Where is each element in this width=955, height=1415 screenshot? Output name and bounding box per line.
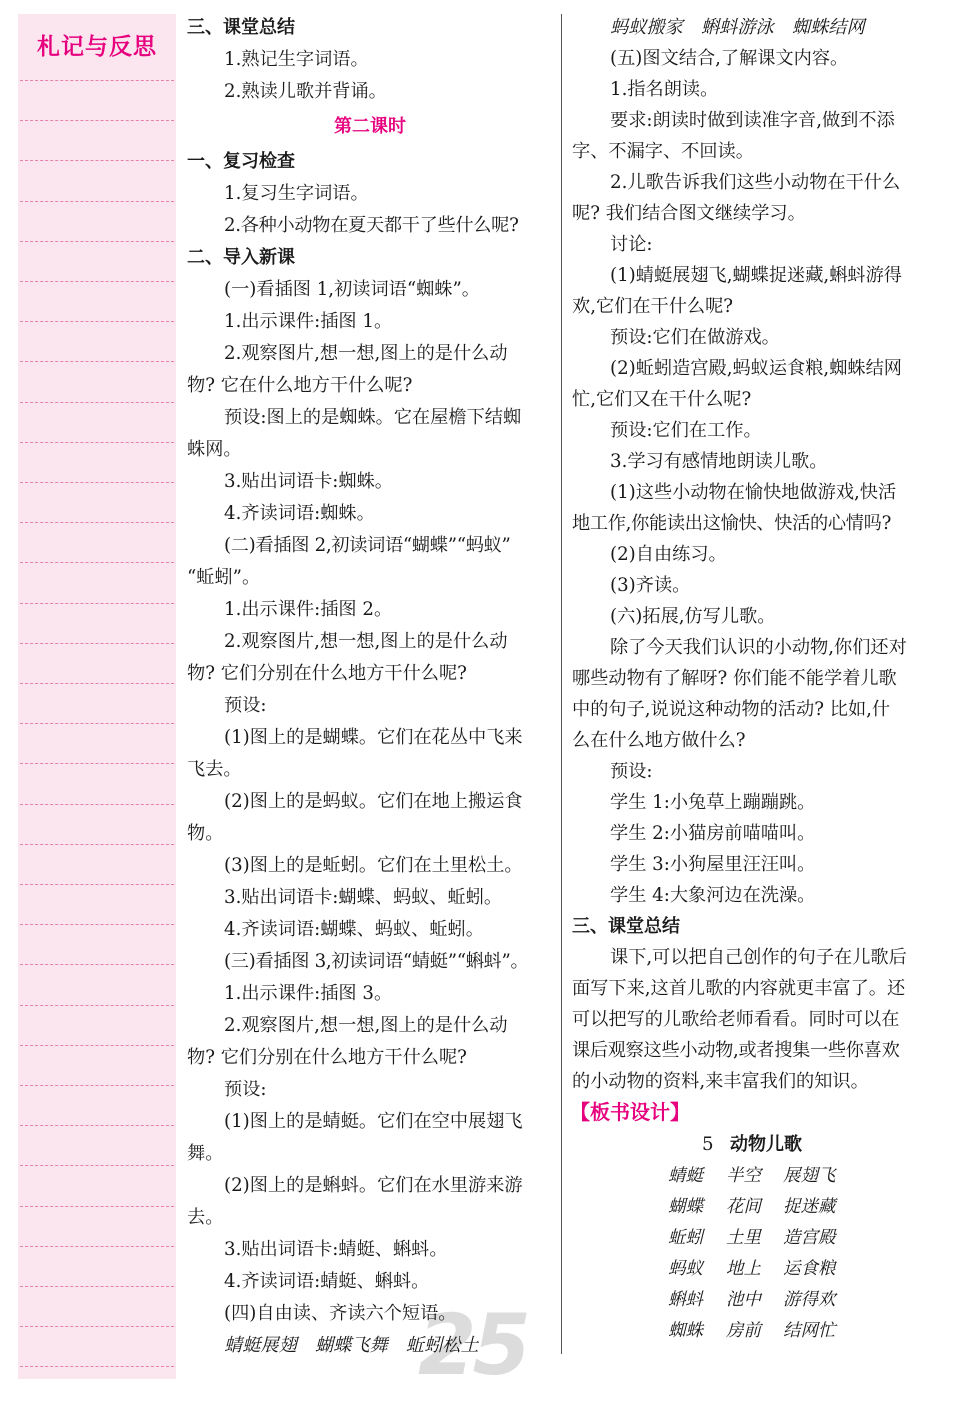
- text-line: (一)看插图 1,初读词语“蜘蛛”。: [224, 279, 480, 300]
- text-line: 2.观察图片,想一想,图上的是什么动: [224, 1015, 508, 1036]
- board-animal: 蝌蚪: [668, 1290, 703, 1310]
- text-line: (六)拓展,仿写儿歌。: [610, 606, 776, 627]
- text-line: 要求:朗读时做到读准字音,做到不添: [610, 110, 895, 131]
- board-action: 捉迷藏: [783, 1197, 836, 1217]
- sidebar-ruled-line: [20, 120, 174, 121]
- text-line: (三)看插图 3,初读词语“蜻蜓”“蝌蚪”。: [224, 951, 529, 972]
- sidebar-ruled-line: [20, 361, 174, 362]
- text-line: 预设:它们在做游戏。: [610, 327, 780, 348]
- board-design-heading: 【板书设计】: [570, 1100, 690, 1124]
- section-heading: 三、课堂总结: [572, 916, 680, 937]
- text-line: 去。: [187, 1207, 224, 1228]
- board-place: 半空: [726, 1166, 761, 1186]
- text-line: 哪些动物有了解呀? 你们能不能学着儿歌: [572, 668, 897, 689]
- text-line: 预设:它们在工作。: [610, 420, 762, 441]
- text-line: 1.复习生字词语。: [224, 183, 369, 204]
- text-line: (二)看插图 2,初读词语“蝴蝶”“蚂蚁”: [224, 535, 511, 556]
- phrase-line: 蜻蜓展翅 蝴蝶飞舞 蚯蚓松土: [224, 1335, 479, 1356]
- text-line: 2.熟读儿歌并背诵。: [224, 81, 387, 102]
- sidebar-ruled-line: [20, 281, 174, 282]
- text-line: 2.儿歌告诉我们这些小动物在干什么: [610, 172, 901, 193]
- sidebar-ruled-line: [20, 442, 174, 443]
- text-line: 课下,可以把自己创作的句子在儿歌后: [610, 947, 907, 968]
- text-line: (1)这些小动物在愉快地做游戏,快活: [610, 482, 897, 503]
- section-heading: 二、导入新课: [187, 247, 295, 268]
- text-line: 4.齐读词语:蝴蝶、蚂蚁、蚯蚓。: [224, 919, 484, 940]
- text-line: 预设:: [610, 761, 653, 782]
- board-animal: 蜘蛛: [668, 1321, 703, 1341]
- text-line: 物。: [187, 823, 224, 844]
- sidebar-title: 札记与反思: [37, 34, 157, 60]
- sidebar-ruled-line: [20, 1085, 174, 1086]
- text-line: 呢? 我们结合图文继续学习。: [572, 203, 806, 224]
- lesson-heading: 第二课时: [334, 116, 406, 137]
- text-line: 2.观察图片,想一想,图上的是什么动: [224, 343, 508, 364]
- sidebar-ruled-line: [20, 1246, 174, 1247]
- text-line: “蚯蚓”。: [187, 567, 261, 588]
- board-action: 运食粮: [783, 1259, 836, 1279]
- sidebar-ruled-line: [20, 884, 174, 885]
- sidebar-ruled-line: [20, 924, 174, 925]
- board-place: 土里: [726, 1228, 761, 1248]
- sidebar-ruled-line: [20, 964, 174, 965]
- board-action: 造宫殿: [783, 1228, 836, 1248]
- board-animal: 蚂蚁: [668, 1259, 703, 1279]
- text-line: 飞去。: [187, 759, 242, 780]
- sidebar-ruled-line: [20, 80, 174, 81]
- text-line: (1)图上的是蝴蝶。它们在花丛中飞来: [224, 727, 523, 748]
- board-animal: 蜻蜓: [668, 1166, 703, 1186]
- text-line: (3)齐读。: [610, 575, 691, 596]
- sidebar-ruled-line: [20, 1045, 174, 1046]
- text-line: 3.学习有感情地朗读儿歌。: [610, 451, 828, 472]
- board-number: 5: [702, 1134, 714, 1155]
- text-line: 舞。: [187, 1143, 224, 1164]
- sidebar-ruled-line: [20, 402, 174, 403]
- text-line: (2)自由练习。: [610, 544, 727, 565]
- sidebar-ruled-line: [20, 603, 174, 604]
- sidebar-ruled-line: [20, 1366, 174, 1367]
- sidebar-ruled-line: [20, 482, 174, 483]
- board-action: 游得欢: [783, 1290, 836, 1310]
- text-line: 物? 它在什么地方干什么呢?: [187, 375, 413, 396]
- text-line: (四)自由读、齐读六个短语。: [224, 1303, 457, 1324]
- text-line: 1.出示课件:插图 1。: [224, 311, 393, 332]
- text-line: (2)蚯蚓造宫殿,蚂蚁运食粮,蜘蛛结网: [610, 358, 902, 379]
- text-line: 中的句子,说说这种动物的活动? 比如,什: [572, 699, 891, 720]
- text-line: 学生 4:大象河边在洗澡。: [610, 885, 816, 906]
- text-line: 可以把写的儿歌给老师看看。同时可以在: [572, 1009, 900, 1030]
- text-line: 1.出示课件:插图 3。: [224, 983, 393, 1004]
- board-place: 花间: [726, 1197, 761, 1217]
- sidebar-ruled-line: [20, 160, 174, 161]
- text-line: 面写下来,这首儿歌的内容就更丰富了。还: [572, 978, 906, 999]
- text-line: 学生 1:小兔草上蹦蹦跳。: [610, 792, 816, 813]
- text-line: 1.出示课件:插图 2。: [224, 599, 393, 620]
- board-title: 动物儿歌: [730, 1134, 802, 1155]
- board-action: 结网忙: [783, 1321, 836, 1341]
- text-line: 讨论:: [610, 234, 653, 255]
- column-divider: [561, 14, 562, 1354]
- text-line: (1)蜻蜓展翅飞,蝴蝶捉迷藏,蝌蚪游得: [610, 265, 902, 286]
- sidebar-ruled-line: [20, 844, 174, 845]
- text-line: 1.指名朗读。: [610, 79, 719, 100]
- sidebar-ruled-line: [20, 562, 174, 563]
- board-place: 池中: [726, 1290, 761, 1310]
- text-line: (2)图上的是蚂蚁。它们在地上搬运食: [224, 791, 523, 812]
- text-line: 物? 它们分别在什么地方干什么呢?: [187, 1047, 467, 1068]
- section-heading: 一、复习检查: [187, 151, 295, 172]
- text-line: 3.贴出词语卡:蜻蜓、蝌蚪。: [224, 1239, 448, 1260]
- text-line: (1)图上的是蜻蜓。它们在空中展翅飞: [224, 1111, 523, 1132]
- text-line: 2.各种小动物在夏天都干了些什么呢?: [224, 215, 519, 236]
- text-line: (3)图上的是蚯蚓。它们在土里松土。: [224, 855, 523, 876]
- page-number: 25: [418, 1296, 527, 1394]
- sidebar-ruled-line: [20, 763, 174, 764]
- sidebar-ruled-line: [20, 1326, 174, 1327]
- board-place: 房前: [726, 1321, 761, 1341]
- sidebar-ruled-line: [20, 804, 174, 805]
- notes-sidebar: [18, 14, 176, 1379]
- sidebar-ruled-line: [20, 723, 174, 724]
- text-line: 的小动物的资料,来丰富我们的知识。: [572, 1071, 869, 1092]
- sidebar-ruled-line: [20, 683, 174, 684]
- text-line: 课后观察这些小动物,或者搜集一些你喜欢: [572, 1040, 900, 1061]
- sidebar-ruled-line: [20, 1286, 174, 1287]
- sidebar-ruled-line: [20, 1005, 174, 1006]
- text-line: (2)图上的是蝌蚪。它们在水里游来游: [224, 1175, 523, 1196]
- sidebar-ruled-line: [20, 522, 174, 523]
- text-line: 学生 3:小狗屋里汪汪叫。: [610, 854, 816, 875]
- text-line: (五)图文结合,了解课文内容。: [610, 48, 849, 69]
- text-line: 物? 它们分别在什么地方干什么呢?: [187, 663, 467, 684]
- text-line: 预设:: [224, 1079, 267, 1100]
- sidebar-ruled-line: [20, 643, 174, 644]
- board-action: 展翅飞: [783, 1166, 836, 1186]
- text-line: 么在什么地方做什么?: [572, 730, 746, 751]
- board-place: 地上: [726, 1259, 761, 1279]
- text-line: 字、不漏字、不回读。: [572, 141, 754, 162]
- text-line: 预设:: [224, 695, 267, 716]
- text-line: 3.贴出词语卡:蝴蝶、蚂蚁、蚯蚓。: [224, 887, 503, 908]
- text-line: 地工作,你能读出这愉快、快活的心情吗?: [572, 513, 892, 534]
- text-line: 4.齐读词语:蜘蛛。: [224, 503, 375, 524]
- section-heading: 三、课堂总结: [187, 17, 295, 38]
- sidebar-ruled-line: [20, 1125, 174, 1126]
- sidebar-ruled-line: [20, 201, 174, 202]
- text-line: 3.贴出词语卡:蜘蛛。: [224, 471, 393, 492]
- sidebar-ruled-line: [20, 321, 174, 322]
- text-line: 学生 2:小猫房前喵喵叫。: [610, 823, 816, 844]
- phrase-line: 蚂蚁搬家 蝌蚪游泳 蜘蛛结网: [610, 17, 865, 38]
- text-line: 忙,它们又在干什么呢?: [572, 389, 752, 410]
- board-animal: 蚯蚓: [668, 1228, 703, 1248]
- sidebar-ruled-line: [20, 241, 174, 242]
- sidebar-ruled-line: [20, 1165, 174, 1166]
- board-animal: 蝴蝶: [668, 1197, 703, 1217]
- text-line: 预设:图上的是蜘蛛。它在屋檐下结蜘: [224, 407, 522, 428]
- text-line: 1.熟记生字词语。: [224, 49, 369, 70]
- text-line: 2.观察图片,想一想,图上的是什么动: [224, 631, 508, 652]
- text-line: 蛛网。: [187, 439, 242, 460]
- sidebar-ruled-line: [20, 1206, 174, 1207]
- text-line: 欢,它们在干什么呢?: [572, 296, 734, 317]
- text-line: 除了今天我们认识的小动物,你们还对: [610, 637, 907, 658]
- text-line: 4.齐读词语:蜻蜓、蝌蚪。: [224, 1271, 430, 1292]
